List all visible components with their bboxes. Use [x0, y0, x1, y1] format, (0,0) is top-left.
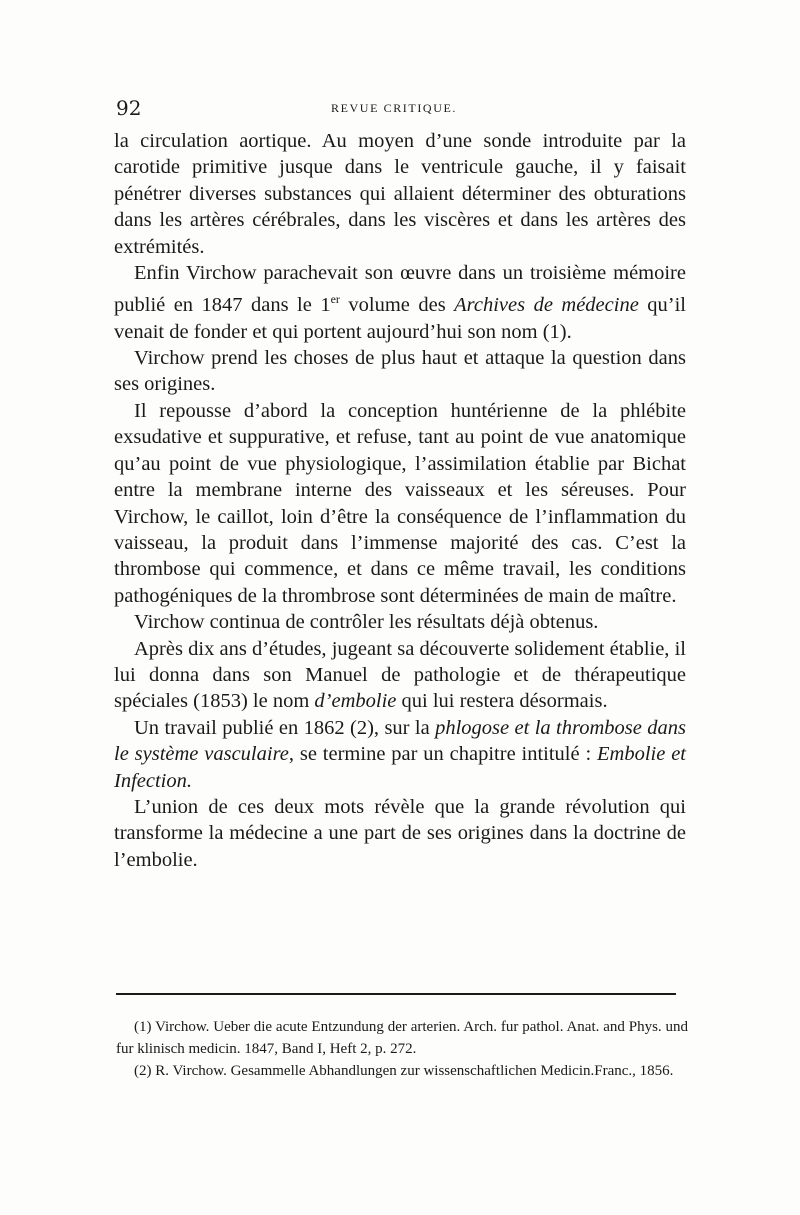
running-head: REVUE CRITIQUE.: [331, 101, 457, 115]
footnote: (2) R. Virchow. Gesammelle Abhandlungen zur wissenschaftlichen Medicin.Franc., 1856.: [134, 1063, 674, 1079]
text-run: Virchow continua de contrôler les résultats déjà obtenus.: [134, 611, 599, 634]
paragraph: [114, 345, 686, 398]
superscript: er: [330, 292, 340, 307]
italic-text: phlogose et la thrombose dans le système vasculaire: [114, 716, 686, 766]
paragraph: [114, 794, 686, 873]
footnote: (1) Virchow. Ueber die acute Entzundung der arterien. Arch. fur pathol. Anat. and Phys. und fur klinisch medicin. 1847, Band I, Heft 2, p. 272.: [116, 1019, 688, 1057]
italic-text: Embolie et Infection.: [114, 743, 686, 792]
page-number: 92: [116, 96, 142, 120]
italic-text: Archives de médecine: [454, 294, 639, 317]
text-run: la circulation aortique. Au moyen d’une sonde introduite par la carotide primitive jusque dans le ventricule gauche, il y faisait pénétrer diverses substances qui allaient déterminer des obturations dans les artères cérébrales, dans les viscères et dans les artères des extrémités.: [114, 130, 686, 258]
text-run: qui lui restera désormais.: [396, 690, 608, 713]
text-run: Virchow prend les choses de plus haut et attaque la question dans ses origines.: [114, 347, 686, 396]
paragraph: [114, 609, 686, 635]
paragraph: [114, 636, 686, 715]
text-run: qu’il venait de fonder et qui portent aujourd’hui son nom (1).: [114, 294, 686, 343]
footnote-divider: [116, 993, 676, 995]
text-run: Un travail publié en 1862 (2), sur la: [134, 716, 436, 739]
paragraph: [114, 260, 686, 345]
footnotes: [116, 1016, 688, 1082]
paragraph: [114, 128, 686, 260]
page-header: [116, 96, 684, 122]
body-text: [114, 128, 686, 873]
italic-text: d’embolie: [314, 690, 397, 713]
text-run: , se termine par un chapitre intitulé :: [288, 743, 598, 766]
text-run: Après dix ans d’études, jugeant sa découverte solidement établie, il lui donna dans son Manuel de pathologie et de thérapeutique spéciales (1853) le nom: [114, 637, 686, 713]
text-run: L’union de ces deux mots révèle que la grande révolution qui transforme la médecine a une part de ses origines dans la doctrine de l’embolie.: [114, 795, 686, 871]
paragraph: [114, 715, 686, 794]
text-run: volume des: [339, 294, 455, 317]
paragraph: [114, 398, 686, 609]
text-run: Il repousse d’abord la conception huntérienne de la phlébite exsudative et suppurative, et refuse, tant au point de vue anatomique qu’au point de vue physiologique, l’assimilation établie par Bichat entre la membrane interne des vaisseaux et les séreuses. Pour Virchow, le caillot, loin d’être la conséquence de l’inflammation du vaisseau, la produit dans l’immense majorité des cas. C’est la thrombose qui commence, et dans ce même travail, les conditions pathogéniques de la thrombrose sont déterminées de main de maître.: [114, 399, 686, 607]
text-run: Enfin Virchow parachevait son œuvre dans un troisième mémoire publié en 1847 dans le 1: [114, 262, 686, 317]
